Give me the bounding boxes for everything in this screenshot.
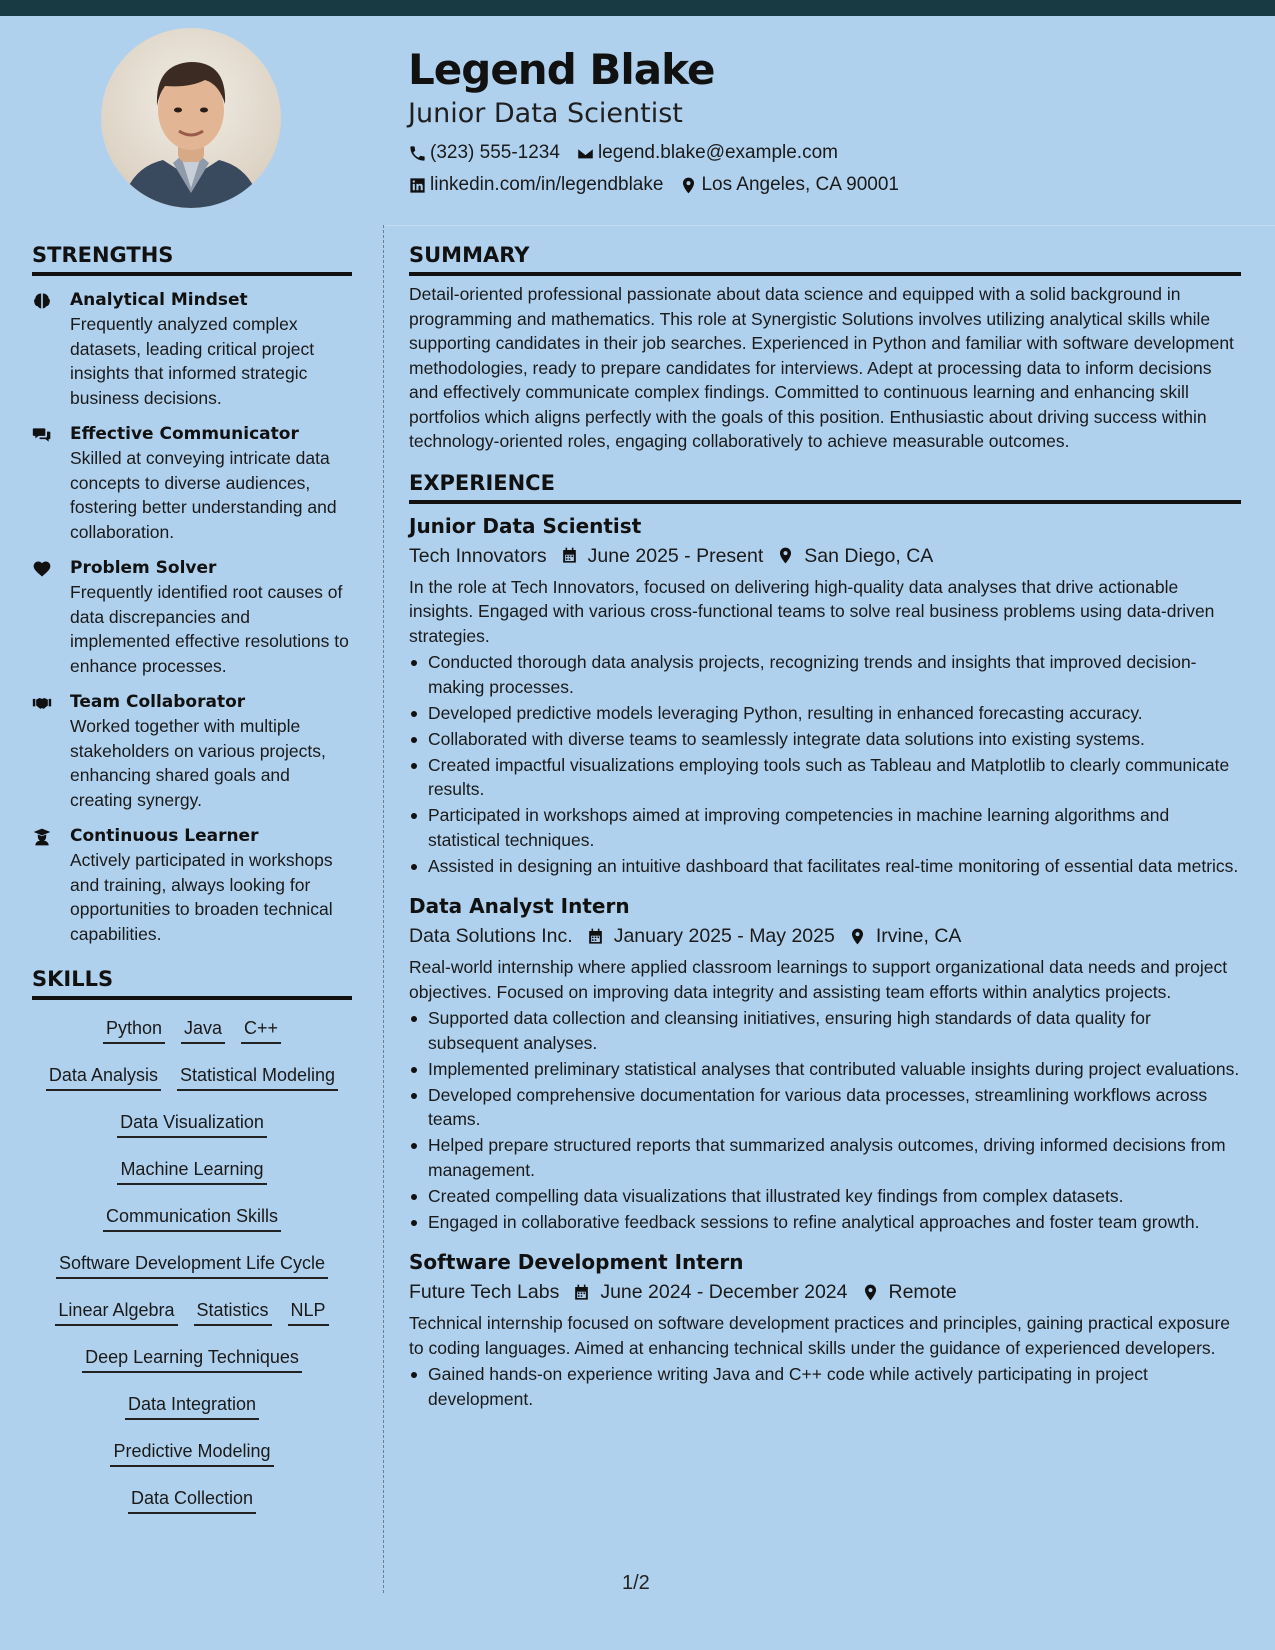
- contact-row-1: [408, 141, 1228, 165]
- job-title: Junior Data Scientist: [409, 513, 642, 538]
- skill-tag: Predictive Modeling: [110, 1433, 273, 1467]
- skill-tag: Data Collection: [128, 1480, 256, 1514]
- strength-desc: Worked together with multiple stakeholders on various projects, enhancing shared goals and creating synergy.: [70, 716, 326, 810]
- job-dates: June 2025 - Present: [587, 544, 764, 567]
- strength-title: Team Collaborator: [70, 692, 246, 712]
- experience-heading: EXPERIENCE: [409, 470, 1241, 504]
- job-bullet: Developed comprehensive documentation for various data processes, streamlining workflows across teams.: [409, 1083, 1241, 1132]
- skills-heading: SKILLS: [32, 966, 352, 1000]
- job-bullets: [409, 650, 1241, 878]
- job-bullet: Developed predictive models leveraging Python, resulting in enhanced forecasting accuracy.: [409, 701, 1241, 726]
- linkedin-text: linkedin.com/in/legendblake: [430, 174, 664, 195]
- strength-desc: Frequently identified root causes of data discrepancies and implemented effective resolutions to enhance processes.: [70, 582, 349, 676]
- comments-icon: [32, 425, 52, 445]
- job-meta: [409, 922, 1241, 950]
- job-dates: January 2025 - May 2025: [613, 925, 835, 947]
- job-company: Data Solutions Inc.: [409, 925, 573, 947]
- skill-tag: NLP: [288, 1292, 329, 1326]
- skill-tag: Data Integration: [125, 1386, 259, 1420]
- contact-linkedin[interactable]: [408, 173, 663, 197]
- email-text: legend.blake@example.com: [597, 142, 838, 163]
- job-bullet: Helped prepare structured reports that summarized analysis outcomes, driving informed decisions from management.: [409, 1133, 1241, 1182]
- phone-text: (323) 555-1234: [430, 142, 560, 163]
- skill-tag: Data Analysis: [46, 1057, 161, 1091]
- brain-icon: [32, 291, 52, 311]
- job-bullet: Participated in workshops aimed at improving competencies in machine learning algorithms and statistical techniques.: [409, 803, 1241, 852]
- profile-photo: [101, 28, 281, 208]
- column-divider: [383, 225, 384, 1593]
- strength-item: [32, 288, 352, 410]
- profile-photo-illustration: [101, 28, 281, 208]
- skills-list: [32, 1004, 352, 1521]
- job-bullet: Supported data collection and cleansing initiatives, ensuring high standards of data quality for subsequent analyses.: [409, 1006, 1241, 1055]
- calendar-icon: [572, 1283, 591, 1302]
- left-column: [32, 242, 352, 1521]
- job-bullet: Created impactful visualizations employing tools such as Tableau and Matplotlib to clearly communicate results.: [409, 753, 1241, 802]
- envelope-icon: [576, 144, 595, 163]
- job-entry: [409, 892, 1241, 1234]
- linkedin-icon: [408, 176, 427, 195]
- job-bullets: [409, 1362, 1241, 1411]
- strength-title: Problem Solver: [70, 558, 217, 578]
- job-meta: [409, 542, 1241, 570]
- job-bullet: Collaborated with diverse teams to seamlessly integrate data solutions into existing systems.: [409, 727, 1241, 752]
- skill-tag: Statistical Modeling: [177, 1057, 338, 1091]
- summary-text: Detail-oriented professional passionate about data science and equipped with a solid background in programming and mathematics. This role at Synergistic Solutions involves utilizing analytical skills while supporting candidates in their job searches. Experienced in Python and familiar with software development methodologies, ready to prepare candidates for interviews. Adept at processing data to inform decisions and effectively communicate complex findings. Committed to continuous learning and enhancing skill portfolios which aligns perfectly with the goals of this position. Enthusiastic about driving success within technology-oriented roles, engaging collaboratively to achieve measurable outcomes.: [409, 284, 1234, 451]
- candidate-title: Junior Data Scientist: [408, 98, 683, 129]
- skill-tag: Data Visualization: [117, 1104, 267, 1138]
- job-bullet: Implemented preliminary statistical analyses that contributed valuable insights during project evaluations.: [409, 1057, 1241, 1082]
- strength-desc: Actively participated in workshops and training, always looking for opportunities to broaden technical capabilities.: [70, 850, 333, 944]
- job-location: San Diego, CA: [804, 544, 934, 567]
- strength-title: Analytical Mindset: [70, 290, 248, 310]
- job-desc: Real-world internship where applied classroom learnings to support organizational data needs and project objectives. Focused on improving data integrity and assisting team efforts within analytics projects.: [409, 957, 1228, 1002]
- job-desc: Technical internship focused on software development practices and principles, gaining practical exposure to coding languages. Aimed at enhancing technical skills under the guidance of experienced developers.: [409, 1313, 1231, 1358]
- strength-title: Effective Communicator: [70, 424, 299, 444]
- skill-tag: Software Development Life Cycle: [56, 1245, 328, 1279]
- job-bullet: Conducted thorough data analysis projects, recognizing trends and insights that improved decision-making processes.: [409, 650, 1241, 699]
- skill-tag: Python: [103, 1010, 165, 1044]
- strength-item: [32, 690, 352, 812]
- strength-item: [32, 556, 352, 678]
- job-location: Remote: [888, 1281, 957, 1303]
- job-bullets: [409, 1006, 1241, 1234]
- skill-tag: Java: [181, 1010, 225, 1044]
- job-company: Tech Innovators: [409, 544, 547, 567]
- top-bar: [0, 0, 1275, 16]
- location-text: Los Angeles, CA 90001: [701, 174, 899, 195]
- strength-title: Continuous Learner: [70, 826, 259, 846]
- phone-icon: [408, 144, 427, 163]
- job-dates: June 2024 - December 2024: [600, 1281, 848, 1303]
- map-pin-icon: [861, 1283, 880, 1302]
- job-entry: [409, 512, 1241, 879]
- page-number: 1/2: [622, 1572, 650, 1594]
- contact-location: [679, 173, 899, 197]
- skill-tag: Statistics: [194, 1292, 272, 1326]
- map-pin-icon: [848, 927, 867, 946]
- map-pin-icon: [776, 546, 795, 565]
- strengths-heading: STRENGTHS: [32, 242, 352, 276]
- skill-tag: C++: [241, 1010, 281, 1044]
- job-desc: In the role at Tech Innovators, focused on delivering high-quality data analyses that drive actionable insights. Engaged with various cross-functional teams to solve real business problems using data-driven strategies.: [409, 576, 1215, 646]
- heart-icon: [32, 559, 52, 579]
- contact-row-2: [408, 173, 1228, 197]
- strength-item: [32, 824, 352, 946]
- skill-tag: Deep Learning Techniques: [82, 1339, 302, 1373]
- job-location: Irvine, CA: [875, 925, 962, 947]
- strength-item: [32, 422, 352, 544]
- contact-phone[interactable]: [408, 141, 560, 165]
- job-bullet: Created compelling data visualizations that illustrated key findings from complex datasets.: [409, 1184, 1241, 1209]
- right-column: [409, 242, 1241, 1413]
- skill-tag: Communication Skills: [103, 1198, 281, 1232]
- graduate-icon: [32, 827, 52, 847]
- strength-desc: Frequently analyzed complex datasets, leading critical project insights that informed strategic business decisions.: [70, 314, 315, 408]
- handshake-icon: [32, 693, 52, 713]
- job-bullet: Gained hands-on experience writing Java and C++ code while actively participating in project development.: [409, 1362, 1241, 1411]
- contact-email[interactable]: [576, 141, 838, 165]
- candidate-name: Legend Blake: [408, 45, 715, 94]
- job-company: Future Tech Labs: [409, 1281, 560, 1303]
- calendar-icon: [586, 927, 605, 946]
- map-pin-icon: [679, 176, 698, 195]
- job-bullet: Engaged in collaborative feedback sessions to refine analytical approaches and foster team growth.: [409, 1210, 1241, 1235]
- job-title: Software Development Intern: [409, 1250, 744, 1274]
- skill-tag: Machine Learning: [117, 1151, 266, 1185]
- job-bullet: Assisted in designing an intuitive dashboard that facilitates real-time monitoring of essential data metrics.: [409, 854, 1241, 879]
- job-meta: [409, 1278, 1241, 1306]
- header: [408, 44, 1228, 197]
- strength-desc: Skilled at conveying intricate data concepts to diverse audiences, fostering better understanding and collaboration.: [70, 448, 337, 542]
- summary-heading: SUMMARY: [409, 242, 1241, 276]
- job-entry: [409, 1248, 1241, 1411]
- calendar-icon: [560, 546, 579, 565]
- header-rule: [385, 225, 1275, 226]
- skill-tag: Linear Algebra: [55, 1292, 177, 1326]
- job-title: Data Analyst Intern: [409, 894, 630, 918]
